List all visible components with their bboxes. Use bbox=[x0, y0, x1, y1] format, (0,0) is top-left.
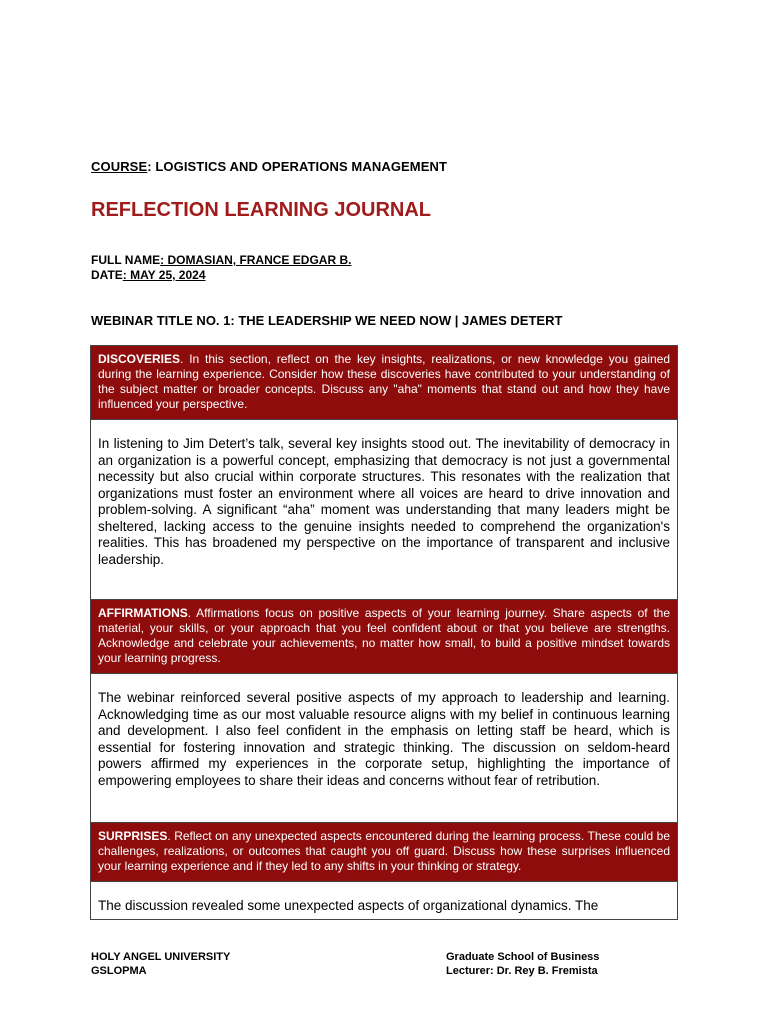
full-name-value: : DOMASIAN, FRANCE EDGAR B. bbox=[160, 253, 352, 267]
date-line bbox=[91, 268, 206, 282]
webinar-title-line bbox=[91, 313, 562, 328]
footer-right bbox=[446, 950, 599, 978]
reflection-table bbox=[90, 345, 678, 920]
surprises-prompt: . Reflect on any unexpected aspects encountered during the learning process. These could be challenges, realizations, or outcomes that caught you off guard. Discuss how these surprises influenced your learning experience and if they led to any shifts in your thinking or strategy. bbox=[98, 829, 670, 873]
footer-left bbox=[91, 950, 230, 978]
course-label: COURSE bbox=[91, 159, 148, 174]
surprises-label: SURPRISES bbox=[98, 829, 168, 843]
webinar-label: WEBINAR TITLE NO. 1 bbox=[91, 313, 231, 328]
discoveries-prompt: . In this section, reflect on the key insights, realizations, or new knowledge you gained during the learning experience. Consider how these discoveries have contributed to your understanding of the subject matter or broader concepts. Discuss any "aha" moments that stand out and how they have influenced your perspective. bbox=[98, 352, 670, 411]
discoveries-header bbox=[91, 346, 677, 420]
affirmations-response: The webinar reinforced several positive aspects of my approach to leadership and learning. Acknowledging time as our most valuable resource aligns with my belief in continuous learning and development. I also feel confident in the emphasis on letting staff be heard, which is essential for fostering innovation and strategic thinking. The discussion on seldom-heard powers affirmed my experiences in the corporate setup, highlighting the importance of empowering employees to share their ideas and concerns without fear of retribution. bbox=[91, 674, 677, 823]
course-value: : LOGISTICS AND OPERATIONS MANAGEMENT bbox=[147, 159, 448, 174]
affirmations-prompt: . Affirmations focus on positive aspects of your learning journey. Share aspects of the material, your skills, or your approach that you feel confident about or that you believe are strengths. Acknowledge and celebrate your achievements, no matter how small, to build a positive mindset towards your learning progress. bbox=[98, 606, 670, 665]
affirmations-label: AFFIRMATIONS bbox=[98, 606, 188, 620]
surprises-header bbox=[91, 823, 677, 882]
full-name-label: FULL NAME bbox=[91, 253, 161, 267]
footer-program: GSLOPMA bbox=[91, 965, 147, 977]
discoveries-response: In listening to Jim Detert’s talk, several key insights stood out. The inevitability of democracy in an organization is a powerful concept, emphasizing that democracy is not just a governmental necessity but also crucial within corporate structures. This resonates with the realization that organizations must foster an environment where all voices are heard to drive innovation and problem-solving. A significant “aha” moment was understanding that many leaders might be sheltered, lacking access to the genuine insights needed to comprehend the organization's realities. This has broadened my perspective on the importance of transparent and inclusive leadership. bbox=[91, 420, 677, 600]
webinar-value: : THE LEADERSHIP WE NEED NOW | JAMES DETERT bbox=[230, 313, 563, 328]
surprises-response: The discussion revealed some unexpected aspects of organizational dynamics. The bbox=[98, 898, 599, 913]
page-title: REFLECTION LEARNING JOURNAL bbox=[91, 199, 431, 221]
discoveries-label: DISCOVERIES bbox=[98, 352, 181, 366]
footer-lecturer: Lecturer: Dr. Rey B. Fremista bbox=[446, 965, 598, 977]
date-value: : MAY 25, 2024 bbox=[122, 268, 206, 282]
course-line bbox=[91, 159, 447, 174]
date-label: DATE bbox=[91, 268, 123, 282]
footer-school: Graduate School of Business bbox=[446, 951, 600, 963]
full-name-line bbox=[91, 253, 351, 267]
affirmations-header bbox=[91, 600, 677, 674]
footer-university: HOLY ANGEL UNIVERSITY bbox=[91, 951, 231, 963]
